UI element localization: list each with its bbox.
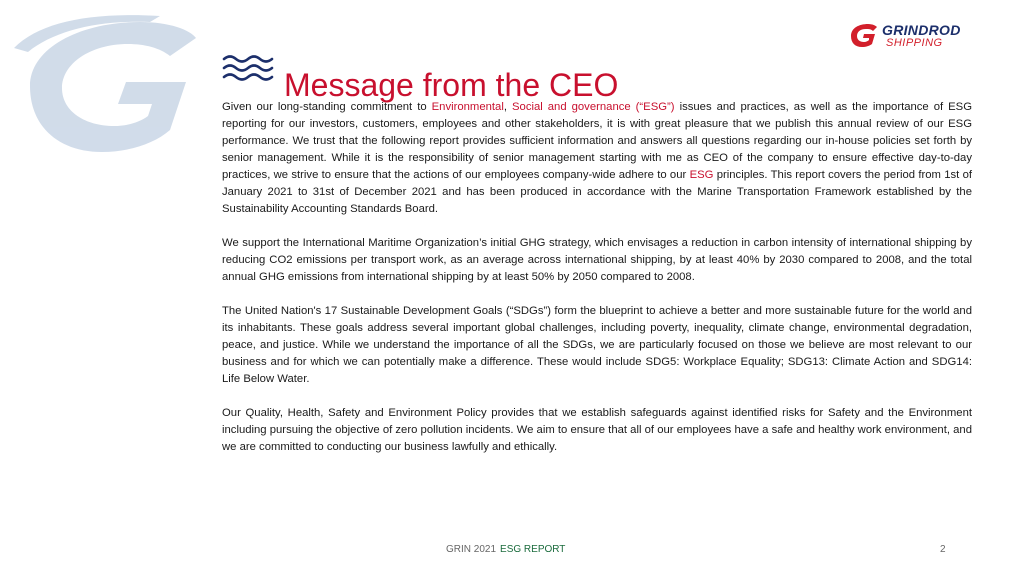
brand-name-primary: GRINDROD [882, 22, 961, 38]
paragraph-text: , [503, 101, 512, 113]
footer [0, 544, 1024, 558]
watermark-logo [10, 8, 200, 158]
highlight-environmental: Environmental [431, 101, 504, 113]
page-number: 2 [940, 544, 946, 555]
highlight-esg: ESG [689, 169, 714, 181]
brand-logo [848, 22, 988, 50]
brand-name-secondary: SHIPPING [886, 37, 943, 49]
paragraph-un-sdgs: The United Nation's 17 Sustainable Development Goals (“SDGs”) form the blueprint to achieve a better and more sustainable future for the world and its inhabitants. These goals address several important global challenges, including poverty, inequality, climate change, environmental degradation, peace, and justice. While we understand the importance of all the SDGs, we are particularly focused on those we believe are most relevant to our business and for which we can potentially make a difference. These would include SDG5: Workplace Equality; SDG13: Climate Action and SDG14: Life Below Water. [222, 305, 972, 385]
waves-icon [222, 54, 274, 82]
paragraph-text: issues and practices, as well as the importance of ESG reporting for our investors, customers, employees and other stakeholders, it is with great pleasure that we publish this annual review of our ESG performance. We trust that the following report provides sufficient information and answers all questions regarding our in-house policies set forth by senior management. While it is the responsibility of senior management starting with me as CEO of the company to ensure effective day-to-day practices, we strive to ensure that the actions of our employees company-wide adhere to our [222, 101, 973, 181]
paragraph-qhse-policy: Our Quality, Health, Safety and Environment Policy provides that we establish safeguards against identified risks for Safety and the Environment including pursuing the objective of zero pollution incidents. We aim to ensure that all of our employees have a safe and healthy work environment, and we are committed to conducting our business lawfully and ethically. [222, 407, 972, 453]
grindrod-logo-mark [848, 22, 878, 48]
paragraph-text: Given our long-standing commitment to [222, 101, 432, 113]
ceo-message-body [222, 99, 972, 473]
footer-report-name: ESG REPORT [500, 544, 566, 555]
footer-label [446, 544, 565, 555]
footer-company-year: GRIN 2021 [446, 544, 497, 555]
page-title: Message from the CEO [284, 67, 619, 104]
paragraph-imo-ghg: We support the International Maritime Organization’s initial GHG strategy, which envisages a reduction in carbon intensity of international shipping by reducing CO2 emissions per transport work, as an average across international shipping, by at least 40% by 2030 compared to 2008, and the total annual GHG emissions from international shipping by at least 50% by 2050 compared to 2008. [222, 237, 972, 283]
paragraph-text: principles. This report covers the period from 1st of January 2021 to 31st of December 2021 and has been produced in accordance with the Marine Transportation Framework established by the Sustainability Accounting Standards Board. [222, 169, 972, 215]
paragraph-esg-commitment [222, 99, 972, 218]
highlight-social-governance: Social and governance (“ESG”) [512, 101, 675, 113]
